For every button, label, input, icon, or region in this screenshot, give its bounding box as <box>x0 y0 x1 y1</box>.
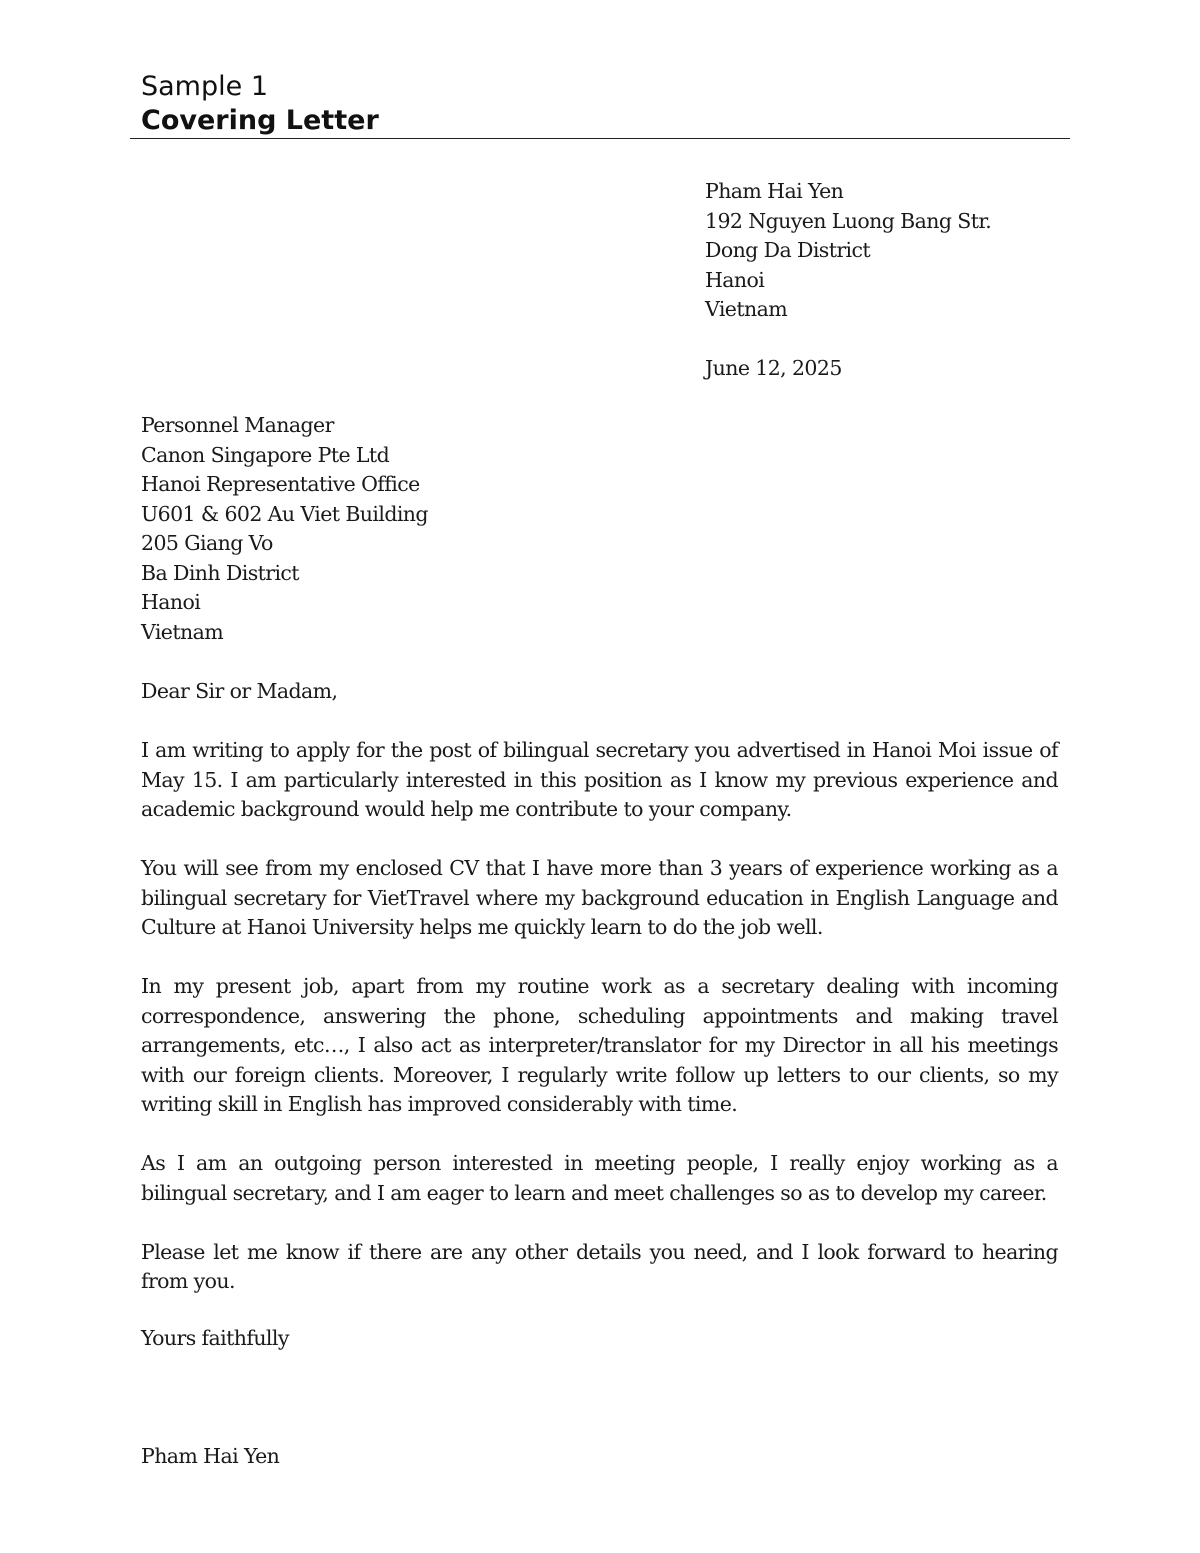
signature-name: Pham Hai Yen <box>141 1444 280 1468</box>
recipient-company: Canon Singapore Pte Ltd <box>141 442 390 467</box>
recipient-city: Hanoi <box>141 590 201 614</box>
recipient-district: Ba Dinh District <box>141 560 299 585</box>
body-paragraph-present-job: In my present job, apart from my routine work as a secretary dealing with incoming correspondence, answering the phone, scheduling appointments and making travel arrangements, etc…, I also act as interpreter/translator for my Director in all his meetings with our foreign clients. Moreover, I regularly write follow up letters to our clients, so my writing skill in English has improved considerably with time. <box>141 974 1058 1116</box>
letter-body <box>141 736 1058 1326</box>
recipient-office: Hanoi Representative Office <box>141 472 420 496</box>
body-paragraph-intro: I am writing to apply for the post of bilingual secretary you advertised in Hanoi Moi issue of May 15. I am particularly interested in this position as I know my previous experience and academic background would help me contribute to your company. <box>141 738 1058 821</box>
body-paragraph-personality: As I am an outgoing person interested in meeting people, I really enjoy working as a bilingual secretary, and I am eager to learn and meet challenges so as to develop my career. <box>141 1151 1058 1205</box>
body-paragraph-closing: Please let me know if there are any other details you need, and I look forward to hearing from you. <box>141 1239 1058 1293</box>
sender-district: Dong Da District <box>705 238 871 262</box>
sender-city: Hanoi <box>705 267 765 292</box>
recipient-country: Vietnam <box>141 619 224 644</box>
letter-date: June 12, 2025 <box>705 356 842 380</box>
sender-name: Pham Hai Yen <box>705 179 844 203</box>
recipient-street: 205 Giang Vo <box>141 531 273 555</box>
salutation: Dear Sir or Madam, <box>141 679 338 703</box>
complimentary-close: Yours faithfully <box>141 1326 289 1350</box>
recipient-building: U601 & 602 Au Viet Building <box>141 501 428 526</box>
recipient-title: Personnel Manager <box>141 413 334 437</box>
document-heading <box>141 70 379 138</box>
document-title: Covering Letter <box>141 105 379 136</box>
sender-street: 192 Nguyen Luong Bang Str. <box>705 208 992 233</box>
recipient-address <box>141 411 428 647</box>
sender-country: Vietnam <box>705 297 788 321</box>
heading-divider <box>130 138 1070 139</box>
document-subtitle: Sample 1 <box>141 71 268 102</box>
body-paragraph-experience: You will see from my enclosed CV that I have more than 3 years of experience working as a bilingual secretary for VietTravel where my background education in English Language and Culture at Hanoi University helps me quickly learn to do the job well. <box>141 856 1058 939</box>
sender-address <box>705 177 991 325</box>
